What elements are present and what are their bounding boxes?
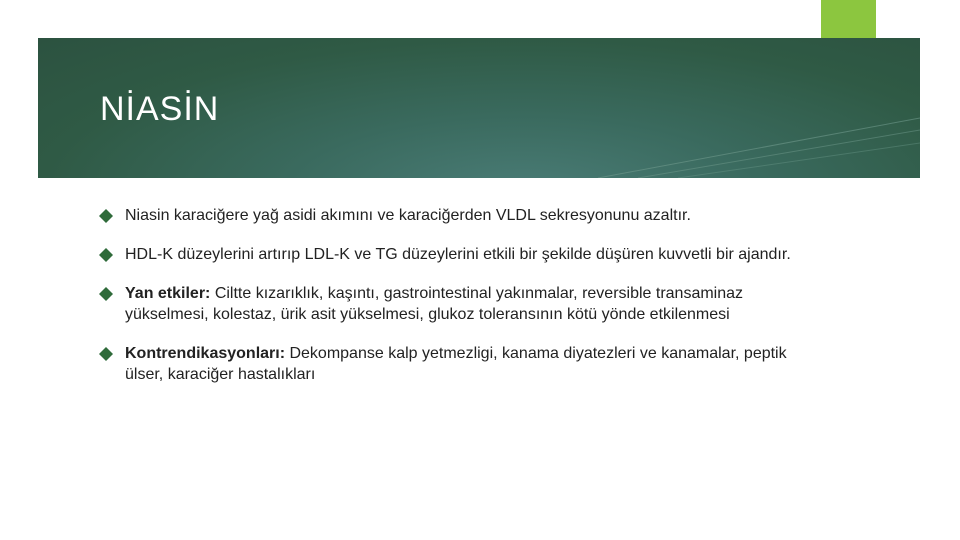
list-item	[99, 343, 819, 385]
bullet-text: Dekompanse kalp yetmezligi, kanama diyatezleri ve kanamalar, peptik ülser, karaciğer hastalıkları	[125, 345, 787, 383]
title-band	[38, 38, 920, 178]
bullet-text: Niasin karaciğere yağ asidi akımını ve karaciğerden VLDL sekresyonunu azaltır.	[125, 207, 691, 224]
bullet-text: HDL-K düzeylerini artırıp LDL-K ve TG düzeylerini etkili bir şekilde düşüren kuvvetli bir ajandır.	[125, 246, 791, 263]
list-item	[99, 205, 819, 226]
bullet-text: Ciltte kızarıklık, kaşıntı, gastrointestinal yakınmalar, reversible transaminaz yükselmesi, kolestaz, ürik asit yükselmesi, glukoz toleransının kötü yönde etkilenmesi	[125, 285, 744, 323]
bullet-bold: Kontrendikasyonları:	[125, 345, 286, 362]
diamond-bullet-icon	[99, 347, 113, 361]
diamond-bullet-icon	[99, 209, 113, 223]
diamond-bullet-icon	[99, 248, 113, 262]
bullet-bold: Yan etkiler:	[125, 285, 211, 302]
diamond-bullet-icon	[99, 287, 113, 301]
slide-title: NİASİN	[100, 90, 220, 128]
bullet-list	[99, 205, 819, 403]
list-item	[99, 283, 819, 325]
list-item	[99, 244, 819, 265]
